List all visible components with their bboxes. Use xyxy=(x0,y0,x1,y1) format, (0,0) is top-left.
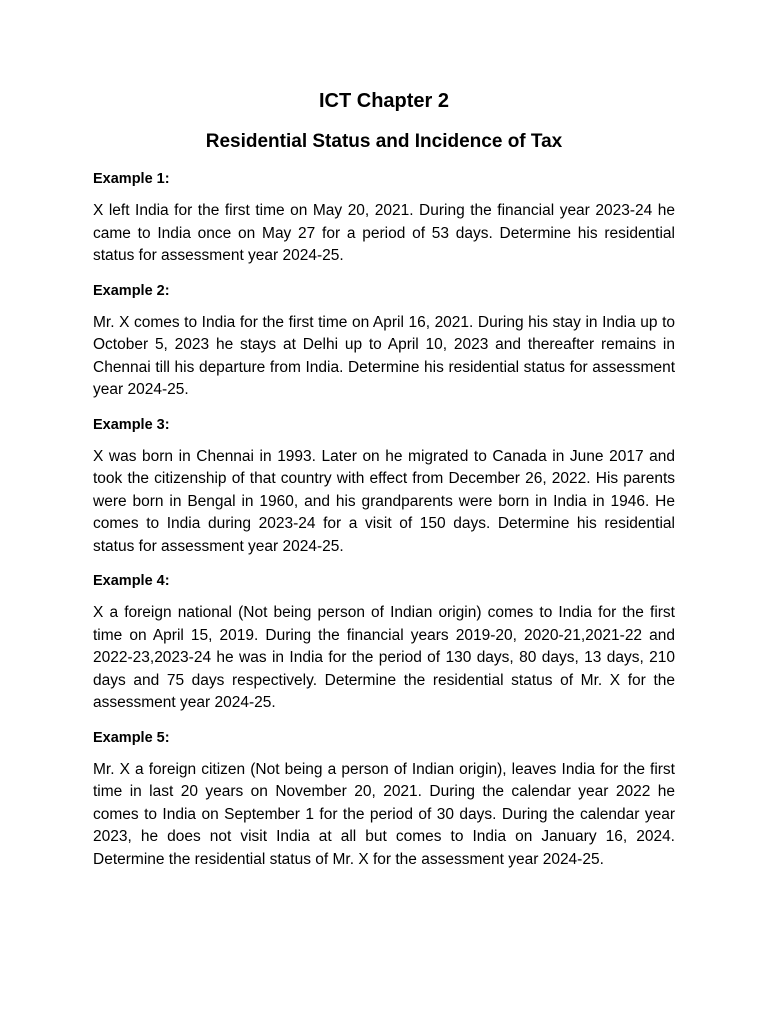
example-heading: Example 5: xyxy=(93,729,170,746)
document-subtitle: Residential Status and Incidence of Tax xyxy=(205,131,563,152)
example-heading: Example 3: xyxy=(93,416,170,433)
example-5 xyxy=(93,727,675,872)
example-heading: Example 1: xyxy=(93,171,170,187)
document-page xyxy=(93,86,675,871)
example-4 xyxy=(93,570,675,715)
example-text: X left India for the first time on May 20, 2021. During the financial year 2023-24 he came to India once on May 27 for a period of 53 days. Determine his residential status for assessment year 2024-25. xyxy=(93,202,675,264)
example-text: X a foreign national (Not being person of Indian origin) comes to India for the first time on April 15, 2019. During the financial years 2019-20, 2020-21,2021-22 and 2022-23,2023-24 he was in India for the period of 130 days, 80 days, 13 days, 210 days and 75 days respectively. Determine the residential status of Mr. X for the assessment year 2024-25. xyxy=(93,604,675,711)
example-text: Mr. X a foreign citizen (Not being a person of Indian origin), leaves India for the first time in last 20 years on November 20, 2021. During the calendar year 2022 he comes to India on September 1 for the period of 30 days. During the calendar year 2023, he does not visit India at all but comes to India on January 16, 2024. Determine the residential status of Mr. X for the assessment year 2024-25. xyxy=(93,760,675,868)
example-heading: Example 4: xyxy=(93,573,170,589)
example-1 xyxy=(93,168,675,268)
example-3 xyxy=(93,414,675,559)
example-text: Mr. X comes to India for the first time on April 16, 2021. During his stay in India up to October 5, 2023 he stays at Delhi up to April 10, 2023 and thereafter remains in Chennai till his departure from India. Determine his residential status for assessment year 2024-25. xyxy=(93,313,675,398)
example-heading: Example 2: xyxy=(93,282,170,299)
example-2 xyxy=(93,280,675,402)
document-title: ICT Chapter 2 xyxy=(318,90,450,112)
example-text: X was born in Chennai in 1993. Later on he migrated to Canada in June 2017 and took the citizenship of that country with effect from December 26, 2022. His parents were born in Bengal in 1960, and his grandparents were born in India in 1946. He comes to India during 2023-24 for a visit of 150 days. Determine his residential status for assessment year 2024-25. xyxy=(93,447,675,555)
